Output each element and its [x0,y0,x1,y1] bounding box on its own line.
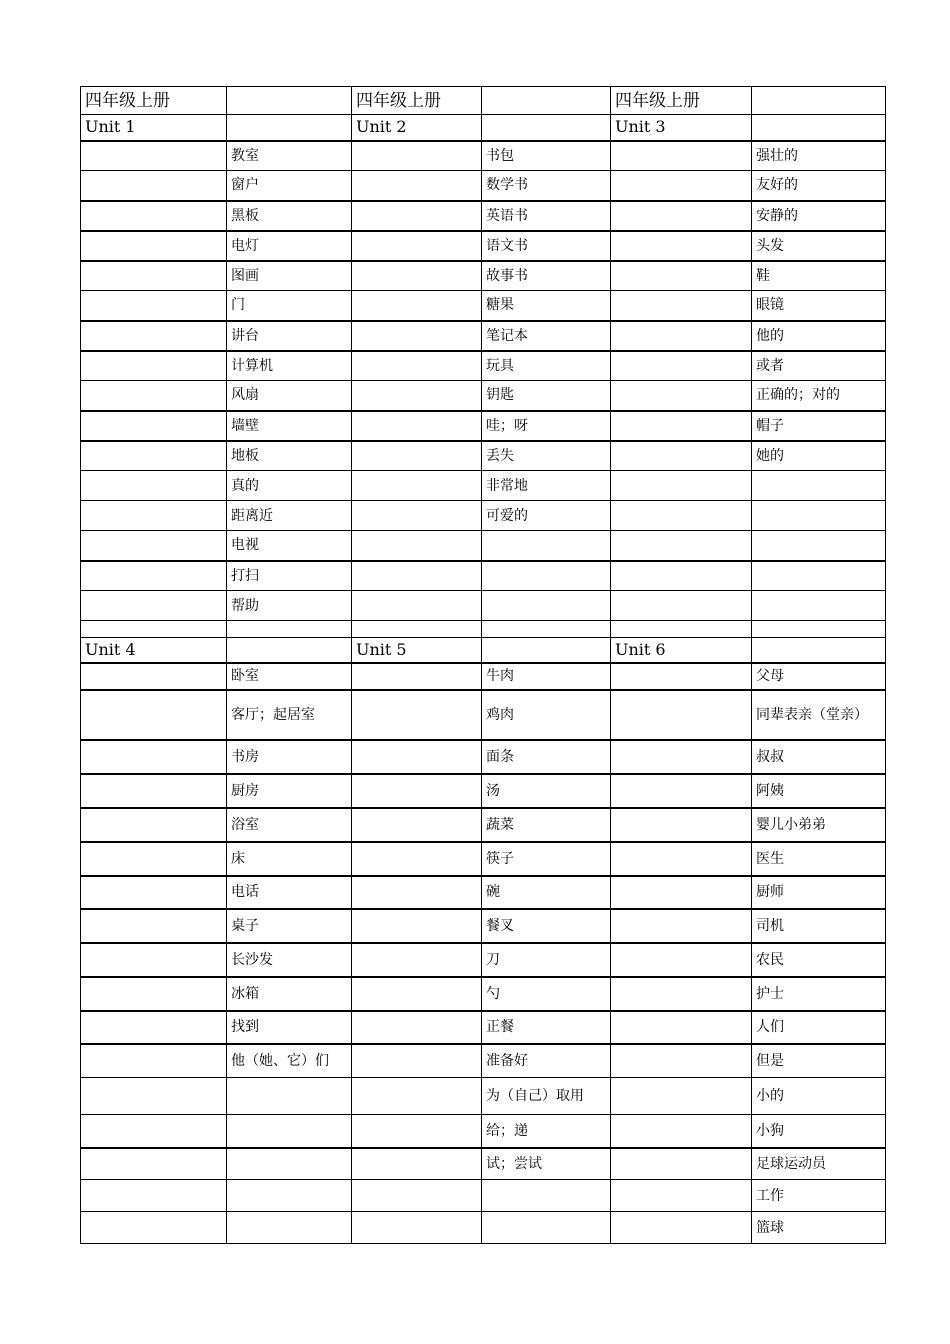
table-row [81,943,886,977]
chinese-meaning-cell [227,1212,352,1244]
english-word-cell [352,1115,482,1148]
english-word-cell [352,231,482,261]
chinese-meaning-cell: 鸡肉 [482,690,611,740]
english-word-cell [352,501,482,531]
chinese-meaning-cell: 碗 [482,876,611,909]
blank-cell [352,621,482,638]
english-word-cell [352,381,482,411]
english-word-cell [81,471,227,501]
chinese-meaning-cell: 工作 [752,1180,886,1212]
chinese-meaning-cell [752,471,886,501]
table-row [81,1044,886,1078]
chinese-meaning-cell: 小的 [752,1078,886,1115]
english-word-cell [611,231,752,261]
table-row [81,441,886,471]
english-word-cell [352,201,482,231]
table-row [81,561,886,591]
english-word-cell [352,561,482,591]
english-word-cell [81,351,227,381]
english-word-cell [611,441,752,471]
unit-label: Unit 3 [611,115,752,141]
chinese-meaning-cell [482,561,611,591]
chinese-meaning-cell: 试；尝试 [482,1148,611,1180]
english-word-cell [611,842,752,876]
english-word-cell [611,740,752,774]
chinese-meaning-cell: 客厅；起居室 [227,690,352,740]
english-word-cell [81,774,227,808]
chinese-meaning-cell: 厨房 [227,774,352,808]
chinese-meaning-cell: 风扇 [227,381,352,411]
english-word-cell [352,808,482,842]
chinese-meaning-cell: 司机 [752,909,886,943]
english-word-cell [352,1011,482,1044]
english-word-cell [81,141,227,171]
english-word-cell [81,561,227,591]
table-row [81,261,886,291]
chinese-meaning-cell: 书房 [227,740,352,774]
table-row [81,411,886,441]
chinese-meaning-cell: 厨师 [752,876,886,909]
blank-cell [752,621,886,638]
chinese-meaning-cell: 牛肉 [482,663,611,690]
table-row [81,501,886,531]
chinese-meaning-cell: 汤 [482,774,611,808]
table-row [81,381,886,411]
english-word-cell [611,663,752,690]
english-word-cell [81,1180,227,1212]
english-word-cell [352,663,482,690]
table-row [81,351,886,381]
chinese-meaning-cell: 语文书 [482,231,611,261]
chinese-meaning-cell: 友好的 [752,171,886,201]
english-word-cell [81,381,227,411]
chinese-meaning-cell [752,561,886,591]
english-word-cell [352,291,482,321]
english-word-cell [81,1148,227,1180]
english-word-cell [81,808,227,842]
english-word-cell [611,1044,752,1078]
english-word-cell [611,351,752,381]
chinese-meaning-cell: 笔记本 [482,321,611,351]
english-word-cell [81,1044,227,1078]
chinese-meaning-cell: 真的 [227,471,352,501]
blank-cell [752,87,886,115]
english-word-cell [352,591,482,621]
english-word-cell [81,1212,227,1244]
english-word-cell [611,261,752,291]
chinese-meaning-cell: 找到 [227,1011,352,1044]
chinese-meaning-cell: 床 [227,842,352,876]
section-spacer-row [81,621,886,638]
blank-cell [611,621,752,638]
english-word-cell [611,1180,752,1212]
chinese-meaning-cell: 墙壁 [227,411,352,441]
chinese-meaning-cell: 玩具 [482,351,611,381]
chinese-meaning-cell: 强壮的 [752,141,886,171]
english-word-cell [611,531,752,561]
chinese-meaning-cell: 钥匙 [482,381,611,411]
english-word-cell [611,381,752,411]
chinese-meaning-cell [482,591,611,621]
table-row [81,201,886,231]
chinese-meaning-cell: 眼镜 [752,291,886,321]
english-word-cell [352,1180,482,1212]
chinese-meaning-cell: 面条 [482,740,611,774]
blank-cell [227,638,352,663]
chinese-meaning-cell: 英语书 [482,201,611,231]
table-row [81,141,886,171]
english-word-cell [611,1212,752,1244]
table-row [81,321,886,351]
english-word-cell [611,876,752,909]
table-row [81,1011,886,1044]
english-word-cell [611,291,752,321]
unit-header-row [81,115,886,141]
chinese-meaning-cell: 距离近 [227,501,352,531]
english-word-cell [81,1115,227,1148]
english-word-cell [611,141,752,171]
english-word-cell [611,690,752,740]
english-word-cell [611,909,752,943]
blank-cell [482,87,611,115]
table-row [81,808,886,842]
english-word-cell [81,842,227,876]
english-word-cell [81,231,227,261]
english-word-cell [81,441,227,471]
english-word-cell [352,977,482,1011]
chinese-meaning-cell: 卧室 [227,663,352,690]
english-word-cell [81,909,227,943]
english-word-cell [352,740,482,774]
chinese-meaning-cell: 浴室 [227,808,352,842]
blank-cell [752,115,886,141]
table-row [81,1212,886,1244]
chinese-meaning-cell: 或者 [752,351,886,381]
english-word-cell [81,1011,227,1044]
chinese-meaning-cell: 书包 [482,141,611,171]
english-word-cell [611,1148,752,1180]
chinese-meaning-cell: 电视 [227,531,352,561]
grade-header-row [81,87,886,115]
english-word-cell [81,1078,227,1115]
table-row [81,842,886,876]
chinese-meaning-cell: 鞋 [752,261,886,291]
chinese-meaning-cell: 他的 [752,321,886,351]
english-word-cell [611,1078,752,1115]
chinese-meaning-cell: 给；递 [482,1115,611,1148]
unit-label: Unit 6 [611,638,752,663]
chinese-meaning-cell: 他（她、它）们 [227,1044,352,1078]
english-word-cell [81,171,227,201]
chinese-meaning-cell [482,1180,611,1212]
chinese-meaning-cell [227,1078,352,1115]
chinese-meaning-cell: 蔬菜 [482,808,611,842]
unit-label: Unit 5 [352,638,482,663]
english-word-cell [611,501,752,531]
english-word-cell [352,531,482,561]
table-row [81,171,886,201]
chinese-meaning-cell: 讲台 [227,321,352,351]
english-word-cell [81,411,227,441]
chinese-meaning-cell: 勺 [482,977,611,1011]
chinese-meaning-cell: 医生 [752,842,886,876]
chinese-meaning-cell: 非常地 [482,471,611,501]
chinese-meaning-cell: 篮球 [752,1212,886,1244]
chinese-meaning-cell [227,1180,352,1212]
english-word-cell [81,943,227,977]
table-row [81,471,886,501]
chinese-meaning-cell: 人们 [752,1011,886,1044]
table-row [81,291,886,321]
table-row [81,1115,886,1148]
english-word-cell [611,591,752,621]
unit-label: Unit 2 [352,115,482,141]
english-word-cell [352,1212,482,1244]
english-word-cell [81,977,227,1011]
chinese-meaning-cell: 冰箱 [227,977,352,1011]
english-word-cell [352,1078,482,1115]
chinese-meaning-cell: 窗户 [227,171,352,201]
table-row [81,977,886,1011]
english-word-cell [611,561,752,591]
table-row [81,531,886,561]
english-word-cell [352,171,482,201]
table-row [81,740,886,774]
chinese-meaning-cell: 糖果 [482,291,611,321]
chinese-meaning-cell: 黑板 [227,201,352,231]
chinese-meaning-cell: 阿姨 [752,774,886,808]
chinese-meaning-cell: 打扫 [227,561,352,591]
chinese-meaning-cell: 护士 [752,977,886,1011]
chinese-meaning-cell: 农民 [752,943,886,977]
chinese-meaning-cell: 正确的；对的 [752,381,886,411]
english-word-cell [81,876,227,909]
chinese-meaning-cell: 地板 [227,441,352,471]
chinese-meaning-cell: 电话 [227,876,352,909]
grade-title: 四年级上册 [611,87,752,115]
unit-label: Unit 4 [81,638,227,663]
blank-cell [482,115,611,141]
blank-cell [227,87,352,115]
chinese-meaning-cell: 头发 [752,231,886,261]
chinese-meaning-cell [752,591,886,621]
english-word-cell [611,808,752,842]
chinese-meaning-cell [752,501,886,531]
chinese-meaning-cell: 电灯 [227,231,352,261]
english-word-cell [352,690,482,740]
english-word-cell [611,1115,752,1148]
english-word-cell [81,531,227,561]
blank-cell [227,621,352,638]
chinese-meaning-cell: 小狗 [752,1115,886,1148]
english-word-cell [352,774,482,808]
blank-cell [752,638,886,663]
chinese-meaning-cell: 准备好 [482,1044,611,1078]
chinese-meaning-cell: 计算机 [227,351,352,381]
english-word-cell [611,471,752,501]
chinese-meaning-cell: 婴儿小弟弟 [752,808,886,842]
unit-header-row [81,638,886,663]
chinese-meaning-cell: 正餐 [482,1011,611,1044]
english-word-cell [81,591,227,621]
chinese-meaning-cell: 父母 [752,663,886,690]
chinese-meaning-cell: 同辈表亲（堂亲） [752,690,886,740]
english-word-cell [611,321,752,351]
english-word-cell [81,291,227,321]
english-word-cell [611,977,752,1011]
table-row [81,231,886,261]
table-row [81,1180,886,1212]
table-row [81,1148,886,1180]
chinese-meaning-cell: 足球运动员 [752,1148,886,1180]
chinese-meaning-cell: 哇；呀 [482,411,611,441]
english-word-cell [352,411,482,441]
english-word-cell [81,690,227,740]
english-word-cell [352,876,482,909]
grade-title: 四年级上册 [352,87,482,115]
blank-cell [482,621,611,638]
chinese-meaning-cell: 叔叔 [752,740,886,774]
blank-cell [227,115,352,141]
chinese-meaning-cell: 帮助 [227,591,352,621]
chinese-meaning-cell: 但是 [752,1044,886,1078]
table-row [81,774,886,808]
english-word-cell [81,321,227,351]
english-word-cell [81,501,227,531]
english-word-cell [352,943,482,977]
table-row [81,591,886,621]
chinese-meaning-cell: 刀 [482,943,611,977]
english-word-cell [352,909,482,943]
chinese-meaning-cell [227,1115,352,1148]
chinese-meaning-cell [752,531,886,561]
grade-title: 四年级上册 [81,87,227,115]
english-word-cell [81,663,227,690]
table-row [81,909,886,943]
english-word-cell [352,842,482,876]
english-word-cell [352,321,482,351]
english-word-cell [352,261,482,291]
chinese-meaning-cell: 筷子 [482,842,611,876]
chinese-meaning-cell: 安静的 [752,201,886,231]
chinese-meaning-cell: 为（自己）取用 [482,1078,611,1115]
english-word-cell [611,411,752,441]
chinese-meaning-cell [227,1148,352,1180]
chinese-meaning-cell: 可爱的 [482,501,611,531]
english-word-cell [611,774,752,808]
english-word-cell [352,1148,482,1180]
table-row [81,876,886,909]
english-word-cell [352,141,482,171]
unit-label: Unit 1 [81,115,227,141]
chinese-meaning-cell: 数学书 [482,171,611,201]
english-word-cell [81,201,227,231]
table-row [81,1078,886,1115]
chinese-meaning-cell: 丢失 [482,441,611,471]
english-word-cell [611,201,752,231]
english-word-cell [352,351,482,381]
chinese-meaning-cell: 她的 [752,441,886,471]
chinese-meaning-cell [482,1212,611,1244]
english-word-cell [352,1044,482,1078]
vocabulary-table [80,86,886,1244]
english-word-cell [611,171,752,201]
chinese-meaning-cell: 教室 [227,141,352,171]
chinese-meaning-cell: 图画 [227,261,352,291]
chinese-meaning-cell: 长沙发 [227,943,352,977]
english-word-cell [611,1011,752,1044]
english-word-cell [611,943,752,977]
english-word-cell [352,441,482,471]
english-word-cell [81,740,227,774]
table-row [81,690,886,740]
vocabulary-sheet [80,86,885,1244]
table-row [81,663,886,690]
chinese-meaning-cell [482,531,611,561]
blank-cell [81,621,227,638]
chinese-meaning-cell: 故事书 [482,261,611,291]
chinese-meaning-cell: 帽子 [752,411,886,441]
chinese-meaning-cell: 桌子 [227,909,352,943]
english-word-cell [352,471,482,501]
english-word-cell [81,261,227,291]
chinese-meaning-cell: 门 [227,291,352,321]
chinese-meaning-cell: 餐叉 [482,909,611,943]
blank-cell [482,638,611,663]
